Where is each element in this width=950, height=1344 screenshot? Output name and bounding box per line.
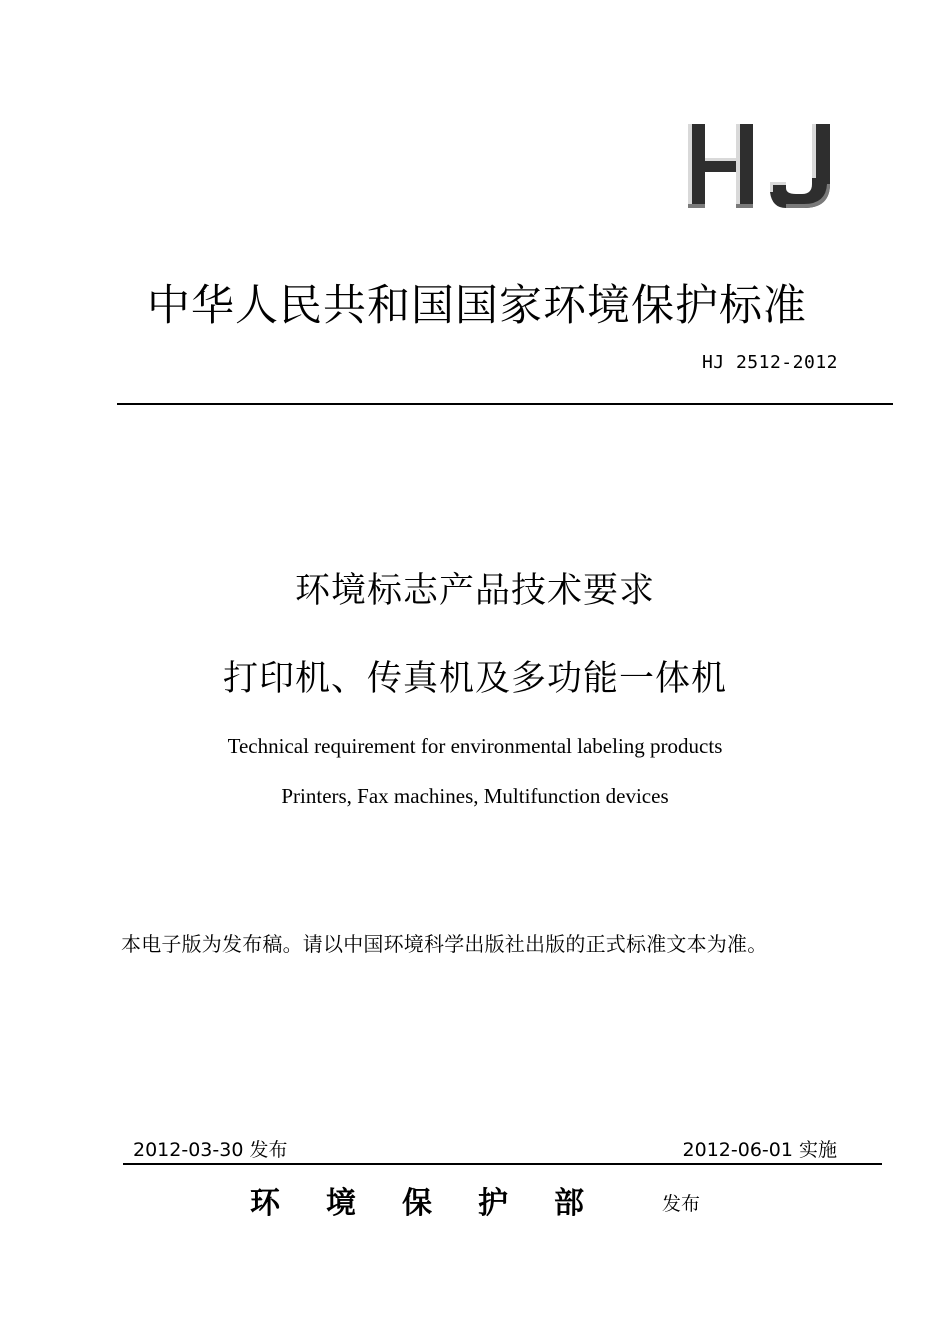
- hj-logo-letter-h: [688, 124, 753, 208]
- english-title-line-2: Printers, Fax machines, Multifunction devices: [281, 784, 669, 808]
- publisher-suffix: 发布: [662, 1193, 701, 1215]
- publisher-name: 环境保护部: [250, 1186, 630, 1221]
- hj-logo-letter-j: [770, 124, 830, 208]
- edition-notice: 本电子版为发布稿。请以中国环境科学出版社出版的正式标准文本为准。: [121, 932, 768, 956]
- header-divider: [117, 403, 893, 405]
- hj-logo-graphic: [686, 118, 846, 214]
- implementation-date: 2012-06-01 实施: [682, 1139, 837, 1161]
- chinese-title-line-2: 打印机、传真机及多功能一体机: [222, 659, 727, 699]
- national-standard-title: 中华人民共和国国家环境保护标准: [147, 281, 807, 331]
- footer-divider: [123, 1163, 882, 1165]
- standard-number: HJ 2512-2012: [701, 352, 838, 373]
- english-title-line-1: Technical requirement for environmental labeling products: [227, 734, 723, 758]
- chinese-title-line-1: 环境标志产品技术要求: [294, 571, 655, 611]
- hj-logo: [686, 118, 846, 214]
- issue-date: 2012-03-30 发布: [133, 1139, 288, 1161]
